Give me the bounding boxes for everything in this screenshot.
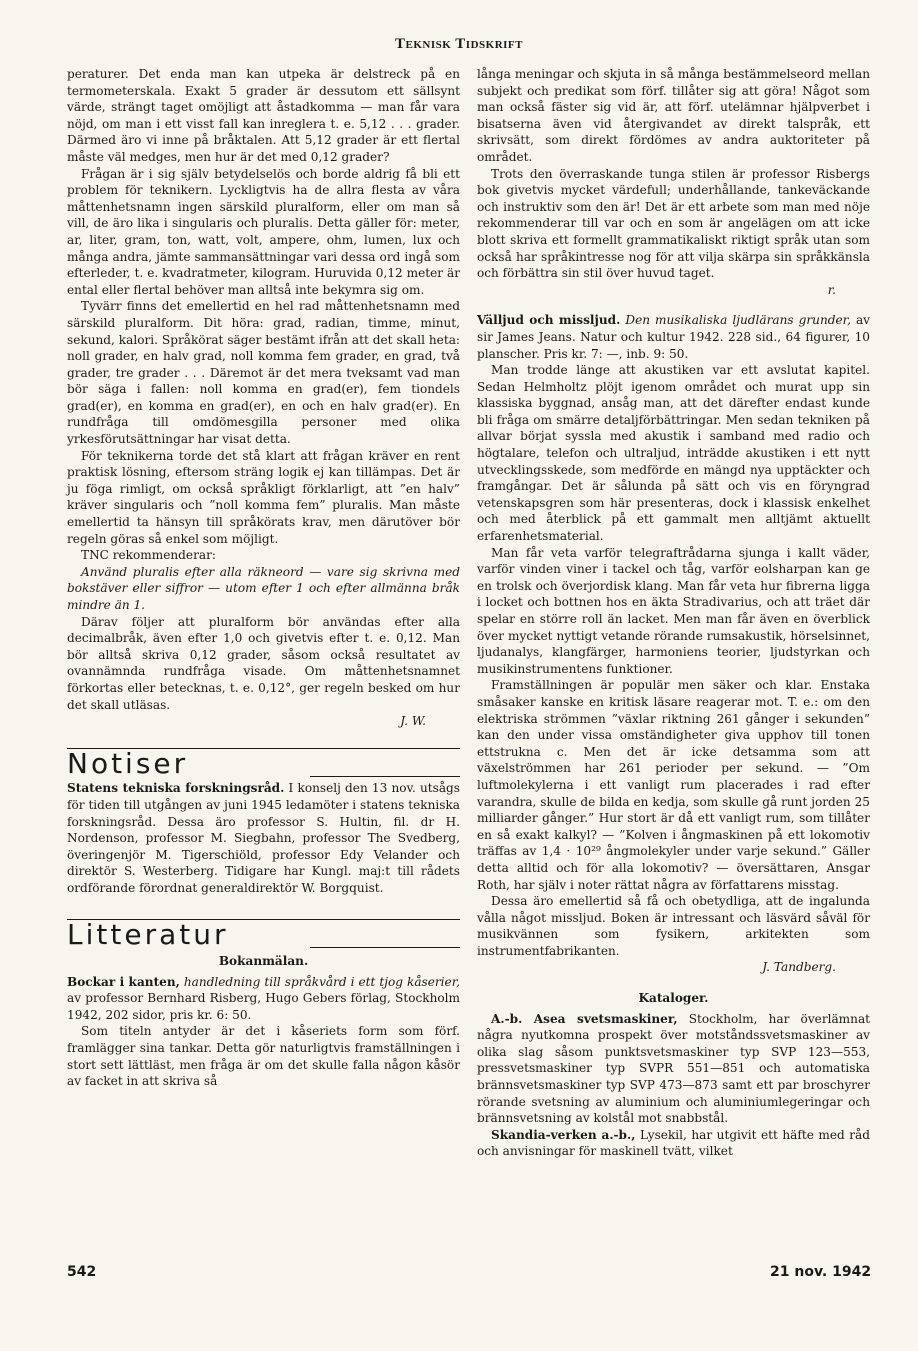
paragraph: Tyvärr finns det emellertid en hel rad måttenhetsnamn med särskild pluralform. Dit höra: grad, radian, timme, minut, sekund, kalori. Språkörat säger bestämt ifrån att det skall heta: noll grader, en halv grad, noll komma fem grader, en grad, två grader, tre grader . . . Däremot är det mera tveksamt vad man bör säga i fallen: noll komma en grad(er), fem tiondels grad(er), en komma en grad(er), en och en halv grad(er). En rundfråga till omdömesgilla personer med olika yrkesförutsättningar har visat detta. xyxy=(67,299,460,447)
notice-body: I konselj den 13 nov. utsågs för tiden till utgången av juni 1945 ledamöter i statens tekniska forskningsråd. Dessa äro professor S. Hultin, fil. dr H. Nordenson, professor M. Siegbahn, professor The Svedberg, överingenjör M. Tigerschiöld, professor Edy Velander och direktör S. Westerberg. Tidigare har Kungl. maj:t till rådets ordförande förordnat generaldirektör W. Borgquist. xyxy=(67,781,460,895)
signature: r. xyxy=(827,282,836,297)
paragraph: Man trodde länge att akustiken var ett avslutat kapitel. Sedan Helmholtz plöjt igenom området och murat upp sin klassiska byggnad, ansåg man, att det därefter endast kunde bli fråga om smärre detaljförbättringar. Men sedan tekniken på allvar börjat syssla med akustik i samband med radio och högtalare, telefon och ultraljud, inträdde akustiken i ett nytt utvecklingsskede, som medförde en mängd nya upptäckter och framgångar. Det är sålunda på sätt och vis en föryngrad vetenskapsgren som här presenteras, dock i klassisk enkelhet och med återblick på ett gammalt men alltjämt aktuellt erfarenhetsmaterial. xyxy=(477,363,870,544)
catalog-body: Stockholm, har överlämnat några nyutkomna prospekt över motståndssvetsmaskiner av olika slag såsom punktsvetsmaskiner typ SVP 123—553, pressvetsmaskiner typ SVPR 551—851 och automatiska brännsvetsmaskiner typ SVP 473—873 samt ett par broschyrer rörande svetsning av aluminium och aluminiumlegeringar och brännsvetsning av kolstål mot snabbstål. xyxy=(477,1011,871,1126)
paragraph: För teknikerna torde det stå klart att frågan kräver en rent praktisk lösning, eftersom sträng logik ej kan tillämpas. Det är ju föga rimligt, om också språkligt förklarligt, att ”en halv” kräver singularis och ”noll komma fem” pluralis. Man måste emellertid ta hänsyn till språkörats krav, men därutöver bör regeln göras så enkel som möjligt. xyxy=(67,448,460,546)
right-column xyxy=(477,66,870,1160)
book-details: av sir James Jeans. Natur och kultur 1942. 228 sid., 64 figurer, 10 planscher. Pris kr. 7: —, inb. 9: 50. xyxy=(477,313,870,361)
divider xyxy=(310,947,460,948)
paragraph: Därav följer att pluralform bör användas efter alla decimalbråk, även efter 1,0 och givetvis efter t. e. 0,12. Man bör alltså skriva 0,12 grader, såsom också resultatet av ovannämnda rundfråga visade. Om måttenhetsnamnet förkortas eller betecknas, t. e. 0,12°, ger regeln besked om hur det skall utläsas. xyxy=(67,614,460,712)
paragraph: Man får veta varför telegraftrådarna sjunga i kallt väder, varför vinden viner i tackel och tåg, varför eolsharpan kan ge en trolsk och överjordisk klang. Man får veta hur fibrerna ligga i locket och bottnen hos en äkta Stradivarius, och att träet där spelar en större roll än lacket. Men man får även en överblick över mycket nyttigt vetande rörande rumsakustik, hörselsinnet, ljudanalys, klangfärger, harmoniens teorier, ljudstyrkan och musikinstrumentens funktioner. xyxy=(477,545,870,676)
notice-heading: Statens tekniska forskningsråd. xyxy=(67,781,285,796)
issue-date: 21 nov. 1942 xyxy=(770,1264,872,1280)
book-title: Bockar i kanten, xyxy=(67,974,180,989)
paragraph: peraturer. Det enda man kan utpeka är delstreck på en termometerskala. Exakt 5 grader är dessutom ett sällsynt värde, strängt taget omöjligt att åstadkomma — man får vara nöjd, om man i ett visst fall kan inreglera t. e. 5,12 . . . grader. Därmed äro vi inne på bråktalen. Att 5,12 grader är ett flertal måste väl medges, men hur är det med 0,12 grader? xyxy=(67,67,460,164)
notice-item xyxy=(67,780,460,896)
book-subtitle: handledning till språkvård i ett tjog kåserier, xyxy=(179,974,460,989)
book-reference xyxy=(67,974,460,1024)
subheading: Bokanmälan. xyxy=(218,954,309,969)
section-title-notiser xyxy=(67,746,460,780)
catalog-body: Lysekil, har utgivit ett häfte med råd och anvisningar för maskinell tvätt, vilket xyxy=(477,1127,870,1159)
paragraph: TNC rekommenderar: xyxy=(81,548,216,563)
section-title-text: Litteratur xyxy=(67,917,229,951)
paragraph: Dessa äro emellertid så få och obetydliga, att de ingalunda vålla något missljud. Boken är intressant och läsvärd såväl för musikvännen som fysikern, arkitekten som instrumentfabrikanten. xyxy=(477,894,870,958)
catalog-item xyxy=(477,1011,870,1127)
paragraph: Framställningen är populär men säker och klar. Enstaka småsaker kanske en kritisk läsare reagerar mot. T. e.: om den elektriska strömmen ”växlar riktning 261 gånger i sekunden” kan den under vissa omständigheter giva upphov till tonen ettstrukna c. Men det är icke detsamma som att växelströmmen har 261 perioder per sekund. — ”Om luftmolekylerna i ett vanligt rum placerades i rad efter varandra, skulle de bilda en kedja, som skulle gå runt jorden 25 milliarder gånger.” Hur stort är då ett vanligt rum, som tillåter en så exakt kalkyl? — ”Kolven i ångmaskinen på ett lokomotiv träffas av 1,4 · 10²⁹ ångmolekyler under varje sekund.” Gäller detta alltid och för alla lokomotiv? — översättaren, Ansgar Roth, har själv i noter rättat några av författarens misstag. xyxy=(477,678,870,892)
book-details: av professor Bernhard Risberg, Hugo Gebers förlag, Stockholm 1942, 202 sidor, pris kr. 6: 50. xyxy=(67,991,460,1022)
section-title-litteratur xyxy=(67,917,460,951)
left-column xyxy=(67,66,460,1090)
page-number: 542 xyxy=(67,1264,97,1280)
signature: J. Tandberg. xyxy=(762,960,836,975)
section-title-text: Notiser xyxy=(67,746,189,780)
journal-header: Teknisk Tidskrift xyxy=(395,36,523,52)
paragraph: Som titeln antyder är det i kåseriets form som förf. framlägger sina tankar. Detta gör naturligtvis framställningen i stort sett lättläst, men fråga är om det skulle falla någon kåsör av facket in att skriva så xyxy=(67,1024,460,1089)
paragraph: Trots den överraskande tunga stilen är professor Risbergs bok givetvis mycket värdefull; underhållande, tankeväckande och instruktiv som den är! Det är ett arbete som man med nöje rekommenderar till var och en som är angelägen om att icke blott skriva ett formellt grammatikaliskt riktigt språk utan som också har språkintresse nog för att vilja skärpa sin språkkänsla och förbättra sin stil över huvud taget. xyxy=(477,166,870,281)
recommendation: Använd pluralis efter alla räkneord — vare sig skrivna med bokstäver eller siffror — utom efter 1 och efter allmänna bråk mindre än 1. xyxy=(67,564,460,612)
book-reference xyxy=(477,312,870,362)
catalog-heading: A.-b. Asea svetsmaskiner, xyxy=(491,1011,678,1026)
review-heading: Välljud och missljud. xyxy=(477,313,621,328)
divider xyxy=(310,776,460,777)
paragraph: Frågan är i sig själv betydelselös och borde aldrig få bli ett problem för teknikern. Lyckligtvis ha de allra flesta av våra måttenhetsnamn ingen särskild pluralform, eller om man så vill, de äro lika i singularis och pluralis. Detta gäller för: meter, ar, liter, gram, ton, watt, volt, ampere, ohm, lumen, lux och många andra, jämte sammansättningar vari dessa ord ingå som efterleder, t. e. kvadratmeter, kilogram. Huruvida 0,12 meter är ental eller flertal behöver man alltså inte bekymra sig om. xyxy=(67,166,460,297)
subheading: Kataloger. xyxy=(638,991,709,1006)
paragraph: långa meningar och skjuta in så många bestämmelseord mellan subjekt och predikat som förf. tillåter sig att göra! Något som man också fäster sig vid är, att förf. utelämnar hjälpverbet i bisatserna även vid återgivandet av direkt talspråk, ett skrivsätt, som direkt fördömes av andra auktoriteter på området. xyxy=(477,67,870,164)
catalog-item xyxy=(477,1127,870,1160)
catalog-heading: Skandia-verken a.-b., xyxy=(491,1127,636,1142)
signature: J. W. xyxy=(400,714,426,729)
spacer xyxy=(477,298,870,312)
book-title: Den musikaliska ljudlärans grunder, xyxy=(620,313,851,328)
